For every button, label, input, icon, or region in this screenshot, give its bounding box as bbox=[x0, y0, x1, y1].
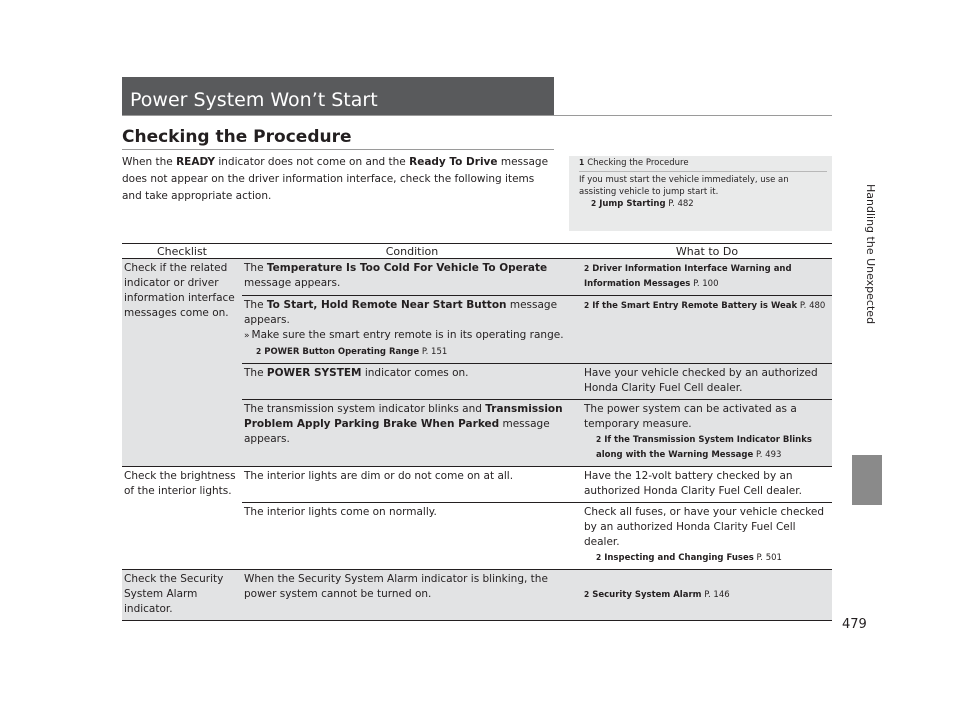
note-marker-icon: 1 bbox=[579, 158, 585, 167]
checklist-cell: Check if the related indicator or driver information interface messages come on. bbox=[122, 259, 242, 467]
header-rule bbox=[122, 115, 832, 116]
ready-indicator-term: READY bbox=[176, 156, 216, 168]
reference-arrow-icon: 2 bbox=[596, 435, 602, 444]
reference-link[interactable]: 2 If the Transmission System Indicator Blinks along with the Warning Message P. 493 bbox=[596, 432, 828, 463]
condition-cell: The To Start, Hold Remote Near Start Button message appears. » Make sure the smart entry remote is in its operating range. 2 POWER Button Operating Range P. 151 bbox=[242, 296, 582, 364]
checklist-table bbox=[122, 243, 832, 621]
page-title: Checking the Procedure bbox=[122, 127, 352, 147]
what-to-do-cell: The power system can be activated as a temporary measure. 2 If the Transmission System Indicator Blinks along with the Warning Message P. 493 bbox=[582, 400, 832, 467]
reference-arrow-icon: 2 bbox=[256, 347, 262, 356]
condition-cell: The POWER SYSTEM indicator comes on. bbox=[242, 364, 582, 400]
reference-arrow-icon: 2 bbox=[596, 553, 602, 562]
side-chapter-tab bbox=[852, 455, 882, 505]
what-to-do-cell bbox=[582, 296, 832, 364]
table-row bbox=[122, 259, 832, 296]
table-header-row bbox=[122, 244, 832, 259]
intro-text: indicator does not come on and the bbox=[215, 156, 410, 168]
reference-link[interactable]: 2 POWER Button Operating Range P. 151 bbox=[256, 344, 578, 360]
ready-to-drive-term: Ready To Drive bbox=[409, 156, 498, 168]
note-text: If you must start the vehicle immediately, use an assisting vehicle to jump start it. bbox=[579, 175, 789, 197]
condition-cell: The transmission system indicator blinks and Transmission Problem Apply Parking Brake When Parked message appears. bbox=[242, 400, 582, 467]
condition-cell: When the Security System Alarm indicator is blinking, the power system cannot be turned on. bbox=[242, 570, 582, 621]
bullet-arrow-icon: » bbox=[244, 331, 250, 341]
section-header-title: Power System Won’t Start bbox=[130, 89, 378, 111]
intro-paragraph bbox=[122, 154, 554, 205]
condition-cell: The interior lights come on normally. bbox=[242, 503, 582, 570]
reference-link[interactable]: 2 Inspecting and Changing Fuses P. 501 bbox=[596, 550, 828, 566]
note-body bbox=[579, 175, 814, 211]
header-what-to-do: What to Do bbox=[582, 244, 832, 259]
reference-arrow-icon: 2 bbox=[584, 589, 590, 599]
note-rule bbox=[579, 171, 827, 172]
condition-note: » Make sure the smart entry remote is in its operating range. bbox=[244, 329, 564, 341]
what-to-do-cell bbox=[582, 259, 832, 296]
reference-link[interactable]: 2 Security System Alarm P. 146 bbox=[584, 587, 828, 603]
header-condition: Condition bbox=[242, 244, 582, 259]
reference-arrow-icon: 2 bbox=[584, 264, 590, 273]
note-title: 1 Checking the Procedure bbox=[579, 158, 689, 168]
table-row bbox=[122, 570, 832, 621]
condition-cell: The interior lights are dim or do not come on at all. bbox=[242, 467, 582, 503]
header-checklist: Checklist bbox=[122, 244, 242, 259]
reference-link[interactable]: 2 Driver Information Interface Warning and Information Messages P. 100 bbox=[584, 261, 828, 292]
side-chapter-label: Handling the Unexpected bbox=[864, 183, 877, 325]
side-note bbox=[569, 156, 832, 231]
checklist-cell: Check the Security System Alarm indicator. bbox=[122, 570, 242, 621]
what-to-do-cell: Check all fuses, or have your vehicle checked by an authorized Honda Clarity Fuel Cell dealer. 2 Inspecting and Changing Fuses P. 501 bbox=[582, 503, 832, 570]
checklist-cell: Check the brightness of the interior lights. bbox=[122, 467, 242, 570]
section-header-bar bbox=[122, 77, 554, 115]
reference-link[interactable]: 2 If the Smart Entry Remote Battery is Weak P. 480 bbox=[584, 298, 828, 314]
intro-text: When the bbox=[122, 156, 177, 168]
table-row bbox=[122, 467, 832, 503]
condition-cell: The Temperature Is Too Cold For Vehicle To Operate message appears. bbox=[242, 259, 582, 296]
page-number: 479 bbox=[842, 617, 867, 632]
intro-text: message does not appear on the driver information interface, check the following items and take appropriate action. bbox=[122, 156, 549, 202]
what-to-do-cell: Have your vehicle checked by an authorized Honda Clarity Fuel Cell dealer. bbox=[582, 364, 832, 400]
what-to-do-cell bbox=[582, 570, 832, 621]
reference-arrow-icon: 2 bbox=[591, 199, 597, 208]
what-to-do-cell: Have the 12-volt battery checked by an authorized Honda Clarity Fuel Cell dealer. bbox=[582, 467, 832, 503]
note-reference-link[interactable]: 2 Jump Starting P. 482 bbox=[591, 199, 694, 209]
reference-arrow-icon: 2 bbox=[584, 301, 590, 310]
title-rule bbox=[122, 149, 554, 150]
